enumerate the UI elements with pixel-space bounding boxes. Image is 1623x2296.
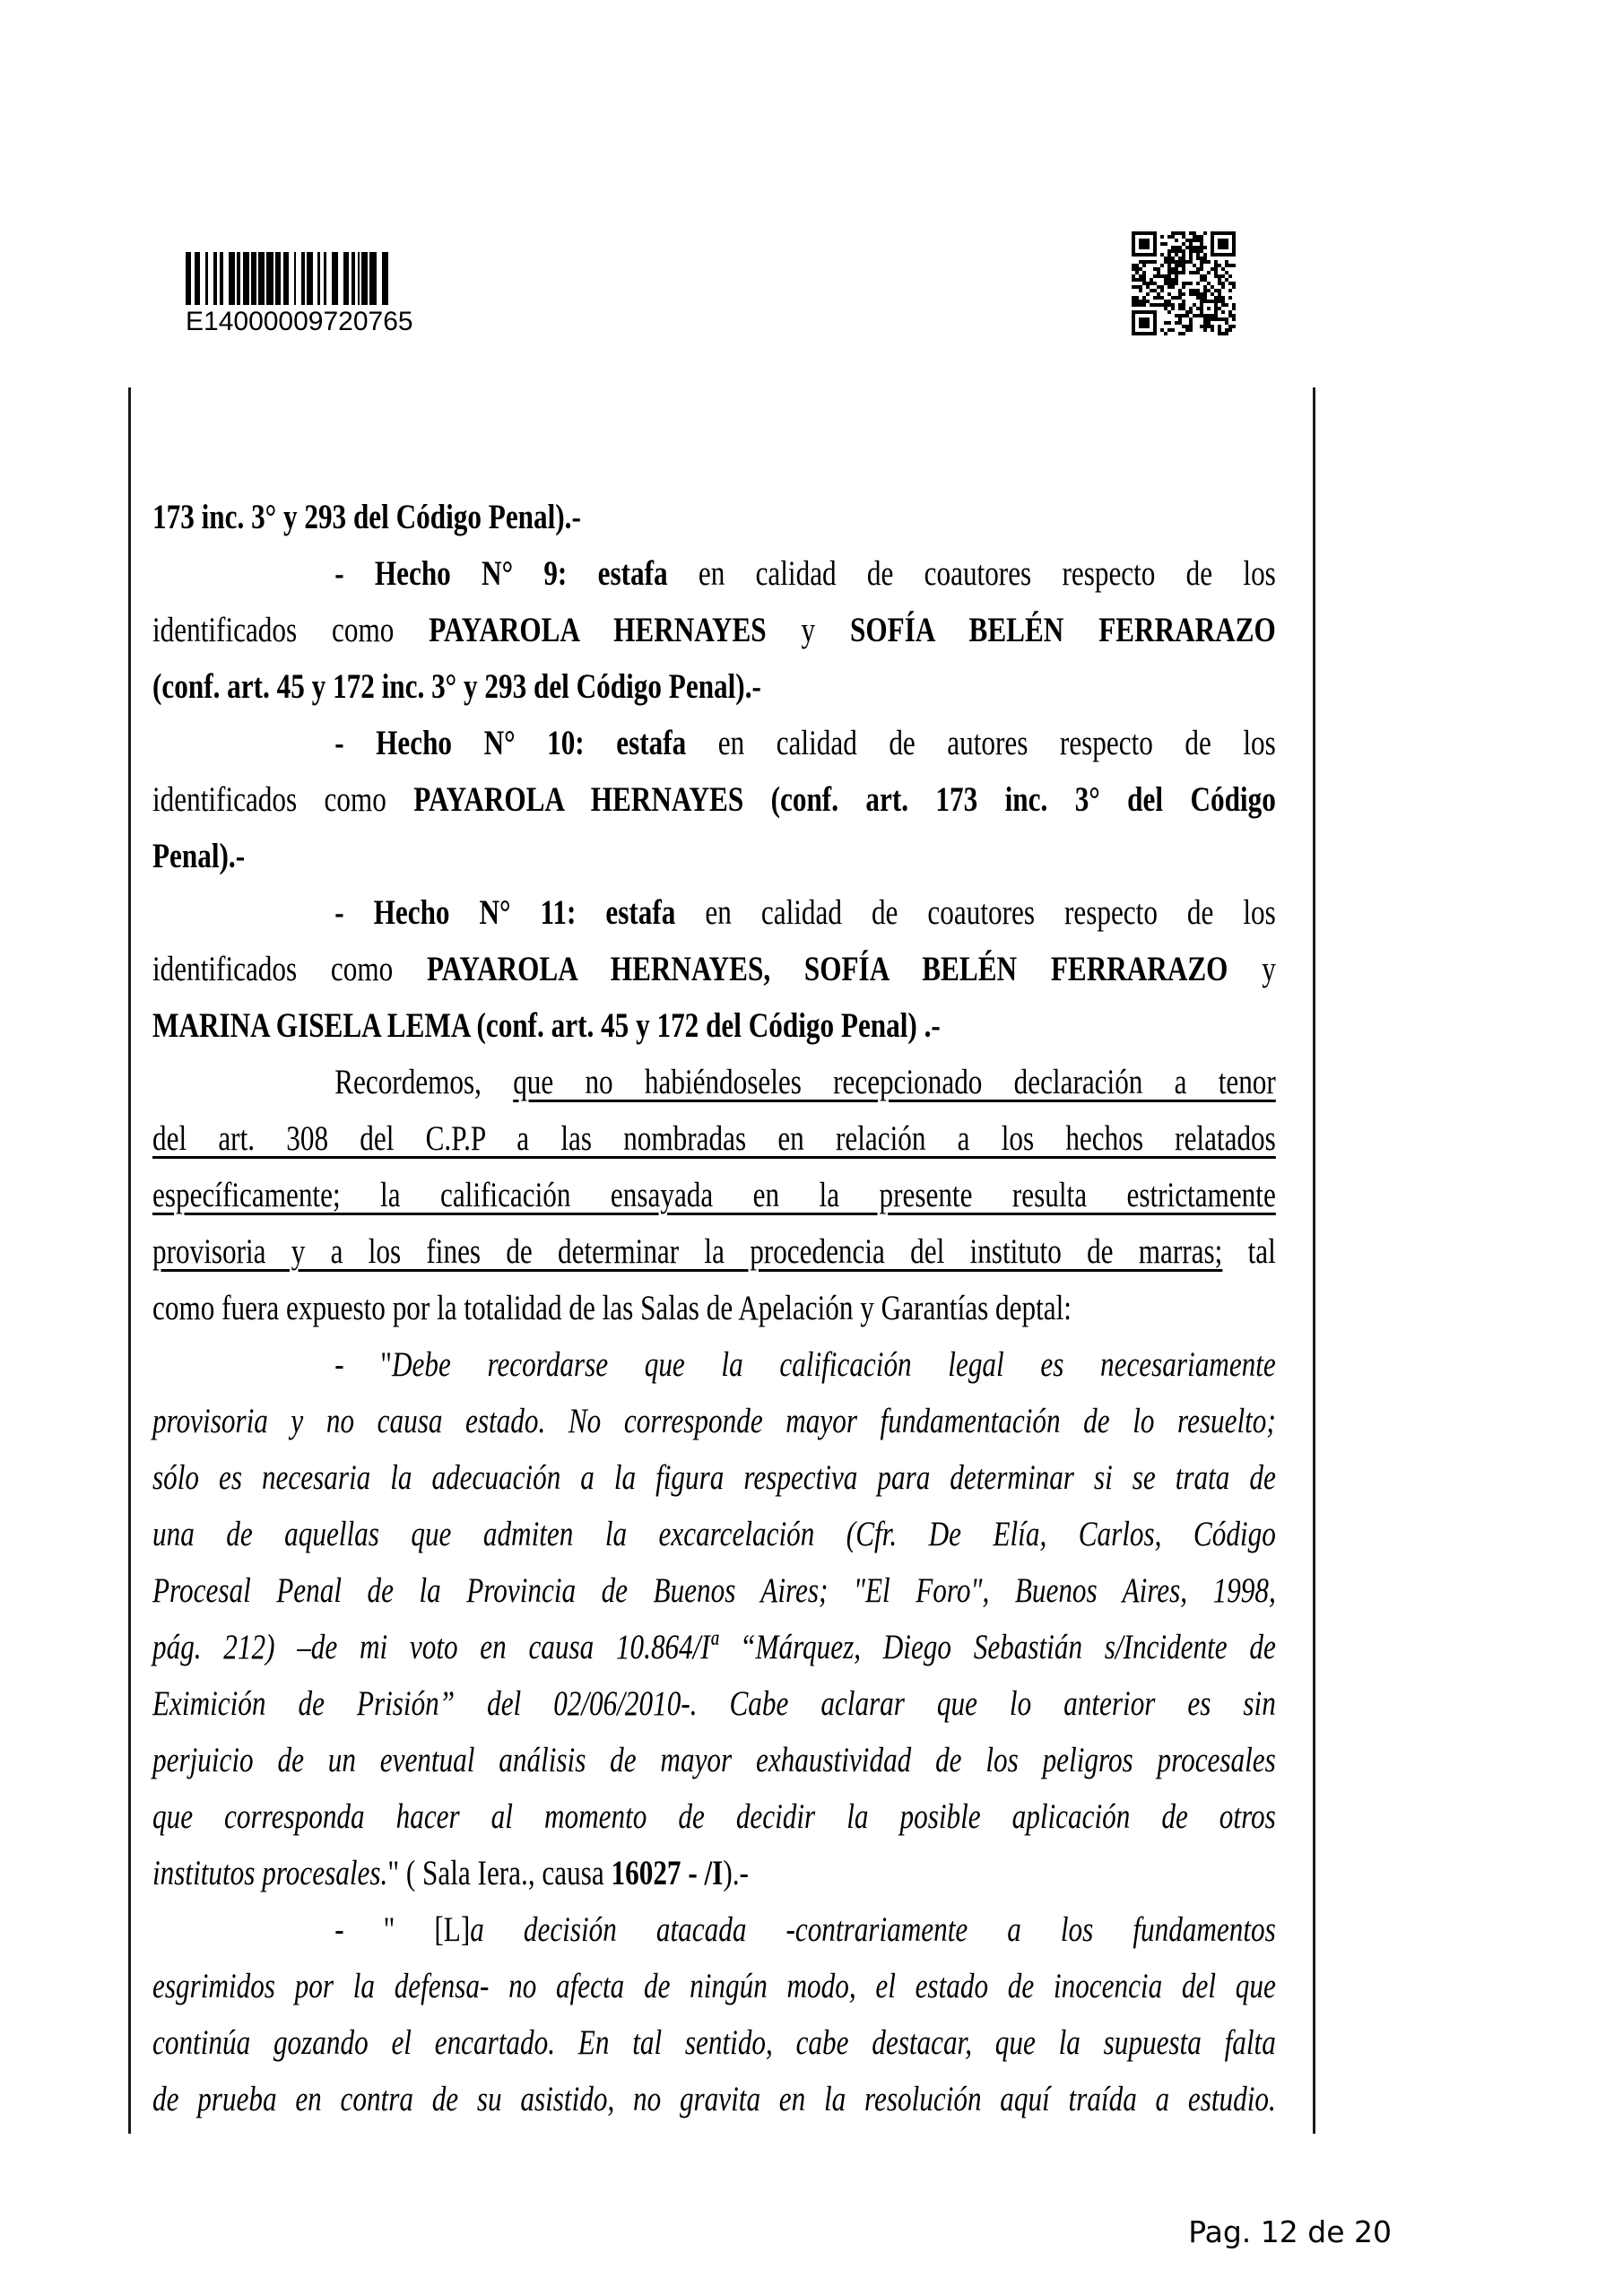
text-line	[152, 1167, 1276, 1223]
text-segment: en calidad de coautores respecto de los	[675, 893, 1276, 932]
barcode-label: E14000009720765	[186, 307, 413, 336]
text-segment: continúa gozando el encartado. En tal sentido, cabe destacar, que la supuesta falta	[152, 2023, 1276, 2062]
text-line	[152, 1958, 1276, 2014]
text-line	[152, 1054, 1276, 1110]
text-line	[152, 1280, 1276, 1336]
text-segment: tal	[1222, 1232, 1276, 1271]
barcode	[186, 252, 413, 336]
text-segment: en calidad de coautores respecto de los	[667, 554, 1276, 593]
page-indicator: Pag. 12 de 20	[1188, 2214, 1392, 2249]
text-segment: Debe recordarse que la calificación legal es necesariamente	[391, 1345, 1276, 1384]
text-segment: 16027 - /I	[611, 1854, 724, 1892]
text-segment: Recordemos,	[334, 1063, 514, 1101]
text-segment: en calidad de autores respecto de los	[686, 724, 1276, 762]
text-segment: a decisión atacada -contrariamente a los fundamentos	[470, 1910, 1276, 1949]
text-segment: (conf. art. 45 y 172 inc. 3° y 293 del Código Penal).-	[152, 667, 761, 706]
text-segment: PAYAROLA HERNAYES (conf. art. 173 inc. 3° del Código	[413, 780, 1276, 819]
text-line	[152, 602, 1276, 658]
text-line	[152, 545, 1276, 602]
text-line	[152, 884, 1276, 941]
text-line	[152, 1393, 1276, 1449]
text-line	[152, 1732, 1276, 1788]
text-segment: PAYAROLA HERNAYES	[429, 611, 802, 649]
text-segment: Penal).-	[152, 837, 246, 875]
text-segment: institutos procesales.	[152, 1854, 388, 1892]
text-segment: de prueba en contra de su asistido, no gravita en la resolución aquí traída a estudio.	[152, 2080, 1276, 2118]
text-segment: una de aquellas que admiten la excarcelación (Cfr. De Elía, Carlos, Código	[152, 1515, 1276, 1553]
text-line	[152, 2071, 1276, 2127]
text-line	[152, 1901, 1276, 1958]
qr-code-icon	[1131, 230, 1237, 336]
text-line	[152, 771, 1276, 828]
text-segment: identificados como	[152, 611, 430, 649]
text-segment: - " [L]	[334, 1910, 471, 1949]
text-segment: " ( Sala Iera., causa	[387, 1854, 612, 1892]
text-line	[152, 941, 1276, 997]
text-segment: Procesal Penal de la Provincia de Buenos Aires; "El Foro", Buenos Aires, 1998,	[152, 1571, 1276, 1610]
text-segment: provisoria y no causa estado. No corresponde mayor fundamentación de lo resuelto;	[152, 1402, 1276, 1440]
text-segment: SOFÍA BELÉN FERRARAZO	[850, 611, 1276, 649]
text-segment: Eximición de Prisión” del 02/06/2010-. Cabe aclarar que lo anterior es sin	[152, 1684, 1276, 1723]
text-segment: - Hecho N° 11: estafa	[334, 893, 676, 932]
text-segment: identificados como	[152, 950, 428, 988]
text-segment: específicamente; la calificación ensayada en la presente resulta estrictamente	[152, 1176, 1276, 1214]
text-segment: provisoria y a los fines de determinar la procedencia del instituto de marras;	[152, 1232, 1223, 1271]
text-line	[152, 1562, 1276, 1619]
text-segment: esgrimidos por la defensa- no afecta de ningún modo, el estado de inocencia del que	[152, 1967, 1276, 2005]
text-segment: MARINA GISELA LEMA (conf. art. 45 y 172 del Código Penal) .-	[152, 1006, 941, 1045]
page-frame-left-rule	[128, 387, 131, 2134]
text-segment: pág. 212) –de mi voto en causa 10.864/Iª “Márquez, Diego Sebastián s/Incidente de	[152, 1628, 1276, 1666]
text-line	[152, 1788, 1276, 1845]
text-segment: - "	[334, 1345, 392, 1384]
text-segment: PAYAROLA HERNAYES, SOFÍA BELÉN FERRARAZO	[427, 950, 1228, 988]
text-line	[152, 1619, 1276, 1675]
text-line	[152, 828, 1276, 884]
text-segment: como fuera expuesto por la totalidad de las Salas de Apelación y Garantías deptal:	[152, 1289, 1072, 1327]
text-line	[152, 1336, 1276, 1393]
text-line	[152, 1110, 1276, 1167]
text-line	[152, 715, 1276, 771]
text-segment: - Hecho N° 9: estafa	[334, 554, 668, 593]
text-segment: y	[801, 611, 851, 649]
text-line	[152, 1675, 1276, 1732]
text-segment: - Hecho N° 10: estafa	[334, 724, 687, 762]
barcode-icon	[186, 252, 388, 306]
text-segment: y	[1228, 950, 1276, 988]
page-frame-right-rule	[1313, 387, 1315, 2134]
text-line	[152, 1845, 1276, 1901]
text-segment: que no habiéndoseles recepcionado declaración a tenor	[513, 1063, 1276, 1101]
text-segment: del art. 308 del C.P.P a las nombradas en relación a los hechos relatados	[152, 1119, 1276, 1158]
text-line	[152, 997, 1276, 1054]
text-segment: que corresponda hacer al momento de decidir la posible aplicación de otros	[152, 1797, 1276, 1836]
text-line	[152, 658, 1276, 715]
text-segment: ).-	[723, 1854, 749, 1892]
qr-code	[1131, 230, 1237, 336]
document-body	[152, 489, 1276, 2127]
text-segment: identificados como	[152, 780, 414, 819]
text-segment: perjuicio de un eventual análisis de mayor exhaustividad de los peligros procesales	[152, 1741, 1276, 1779]
text-segment: 173 inc. 3° y 293 del Código Penal).-	[152, 498, 581, 536]
text-line	[152, 2014, 1276, 2071]
text-line	[152, 1506, 1276, 1562]
text-line	[152, 1449, 1276, 1506]
text-line	[152, 1223, 1276, 1280]
text-line	[152, 489, 1276, 545]
text-segment: sólo es necesaria la adecuación a la figura respectiva para determinar si se trata de	[152, 1458, 1276, 1497]
